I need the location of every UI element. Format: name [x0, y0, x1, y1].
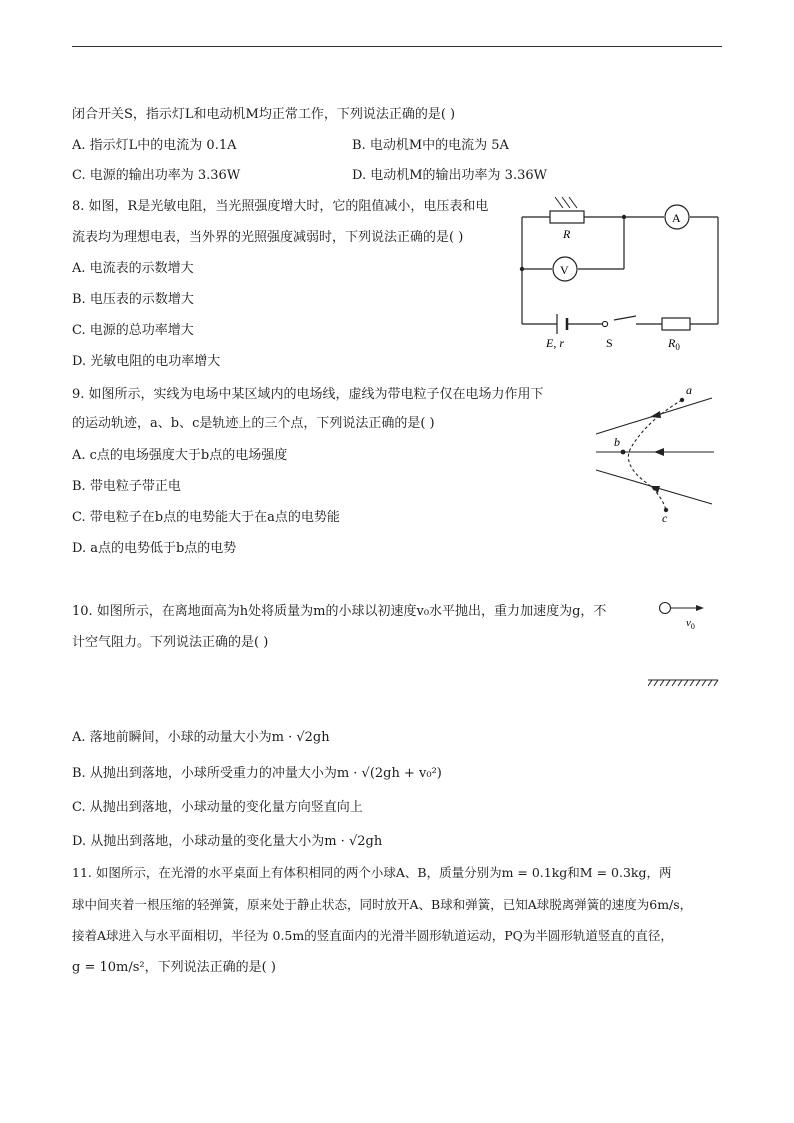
q7-option-a: A. 指示灯L中的电流为 0.1A [72, 138, 237, 153]
fig-label-A: A [672, 211, 681, 225]
q10-option-c: C. 从抛出到落地，小球动量的变化量方向竖直向上 [72, 800, 363, 815]
fig-label-Er: E, r [546, 336, 564, 350]
q9-stem-line2: 的运动轨迹，a、b、c是轨迹上的三个点，下列说法正确的是( ) [72, 416, 435, 431]
q10-option-b: B. 从抛出到落地，小球所受重力的冲量大小为m · √(2gh + v₀²) [72, 766, 442, 781]
resistor-R0 [662, 318, 690, 330]
q8-circuit-diagram [510, 192, 730, 352]
q11-stem-line2: 球中间夹着一根压缩的轻弹簧，原来处于静止状态，同时放开A、B球和弹簧，已知A球脱离弹簧的速度为6m/s， [72, 897, 693, 912]
q11-stem-line1: 11. 如图所示，在光滑的水平桌面上有体积相同的两个小球A、B，质量分别为m = 0.1kg和M = 0.3kg，两 [72, 865, 672, 880]
q8-option-b: B. 电压表的示数增大 [72, 292, 194, 307]
q7-stem: 闭合开关S，指示灯L和电动机M均正常工作，下列说法正确的是( ) [72, 107, 456, 122]
q10-stem-line2: 计空气阻力。下列说法正确的是( ) [72, 635, 269, 650]
photoresistor-R [550, 211, 584, 223]
light-arrows-icon [555, 197, 577, 208]
fig-label-R: R [563, 227, 571, 241]
q8-stem-line2: 流表均为理想电表，当外界的光照强度减弱时，下列说法正确的是( ) [72, 230, 464, 245]
fig-label-S: S [606, 336, 613, 350]
fig-label-c: c [662, 511, 668, 525]
q11-stem-line3: 接着A球进入与水平面相切，半径为 0.5m的竖直面内的光滑半圆形轨道运动，PQ为半圆形轨道竖直的直径， [72, 928, 673, 943]
q7-option-c: C. 电源的输出功率为 3.36W [72, 168, 241, 183]
header-rule [72, 46, 722, 47]
q9-option-a: A. c点的电场强度大于b点的电场强度 [72, 448, 288, 463]
q9-field-diagram [590, 380, 720, 525]
q8-option-c: C. 电源的总功率增大 [72, 323, 194, 338]
q9-option-d: D. a点的电势低于b点的电势 [72, 541, 237, 556]
q8-option-a: A. 电流表的示数增大 [72, 261, 194, 276]
fig-label-b: b [614, 435, 620, 449]
q10-option-d: D. 从抛出到落地，小球动量的变化量大小为m · √2gh [72, 834, 383, 849]
ground-hatching [648, 680, 718, 686]
q10-stem-line1: 10. 如图所示，在离地面高为h处将质量为m的小球以初速度v₀水平抛出，重力加速度为g，不 [72, 604, 607, 619]
q7-option-b: B. 电动机M中的电流为 5A [352, 138, 509, 153]
q11-stem-line4: g = 10m/s²，下列说法正确的是( ) [72, 960, 276, 975]
q8-option-d: D. 光敏电阻的电功率增大 [72, 354, 221, 369]
q8-stem-line1: 8. 如图，R是光敏电阻，当光照强度增大时，它的阻值减小，电压表和电 [72, 199, 489, 214]
q9-stem-line1: 9. 如图所示，实线为电场中某区域内的电场线，虚线为带电粒子仅在电场力作用下 [72, 387, 544, 402]
fig-label-v0: $v_0$ [686, 617, 695, 631]
ball-icon [660, 603, 671, 614]
battery-icon [557, 314, 567, 334]
fig-label-V: V [560, 263, 569, 277]
q9-option-b: B. 带电粒子带正电 [72, 479, 181, 494]
fig-label-a: a [686, 383, 692, 397]
q10-projectile-diagram [648, 596, 728, 691]
q10-option-a: A. 落地前瞬间，小球的动量大小为m · √2gh [72, 730, 330, 745]
q9-option-c: C. 带电粒子在b点的电势能大于在a点的电势能 [72, 510, 340, 525]
switch-icon [602, 321, 607, 326]
fig-label-R0: $R_0$ [668, 336, 680, 352]
q7-option-d: D. 电动机M的输出功率为 3.36W [352, 168, 547, 183]
